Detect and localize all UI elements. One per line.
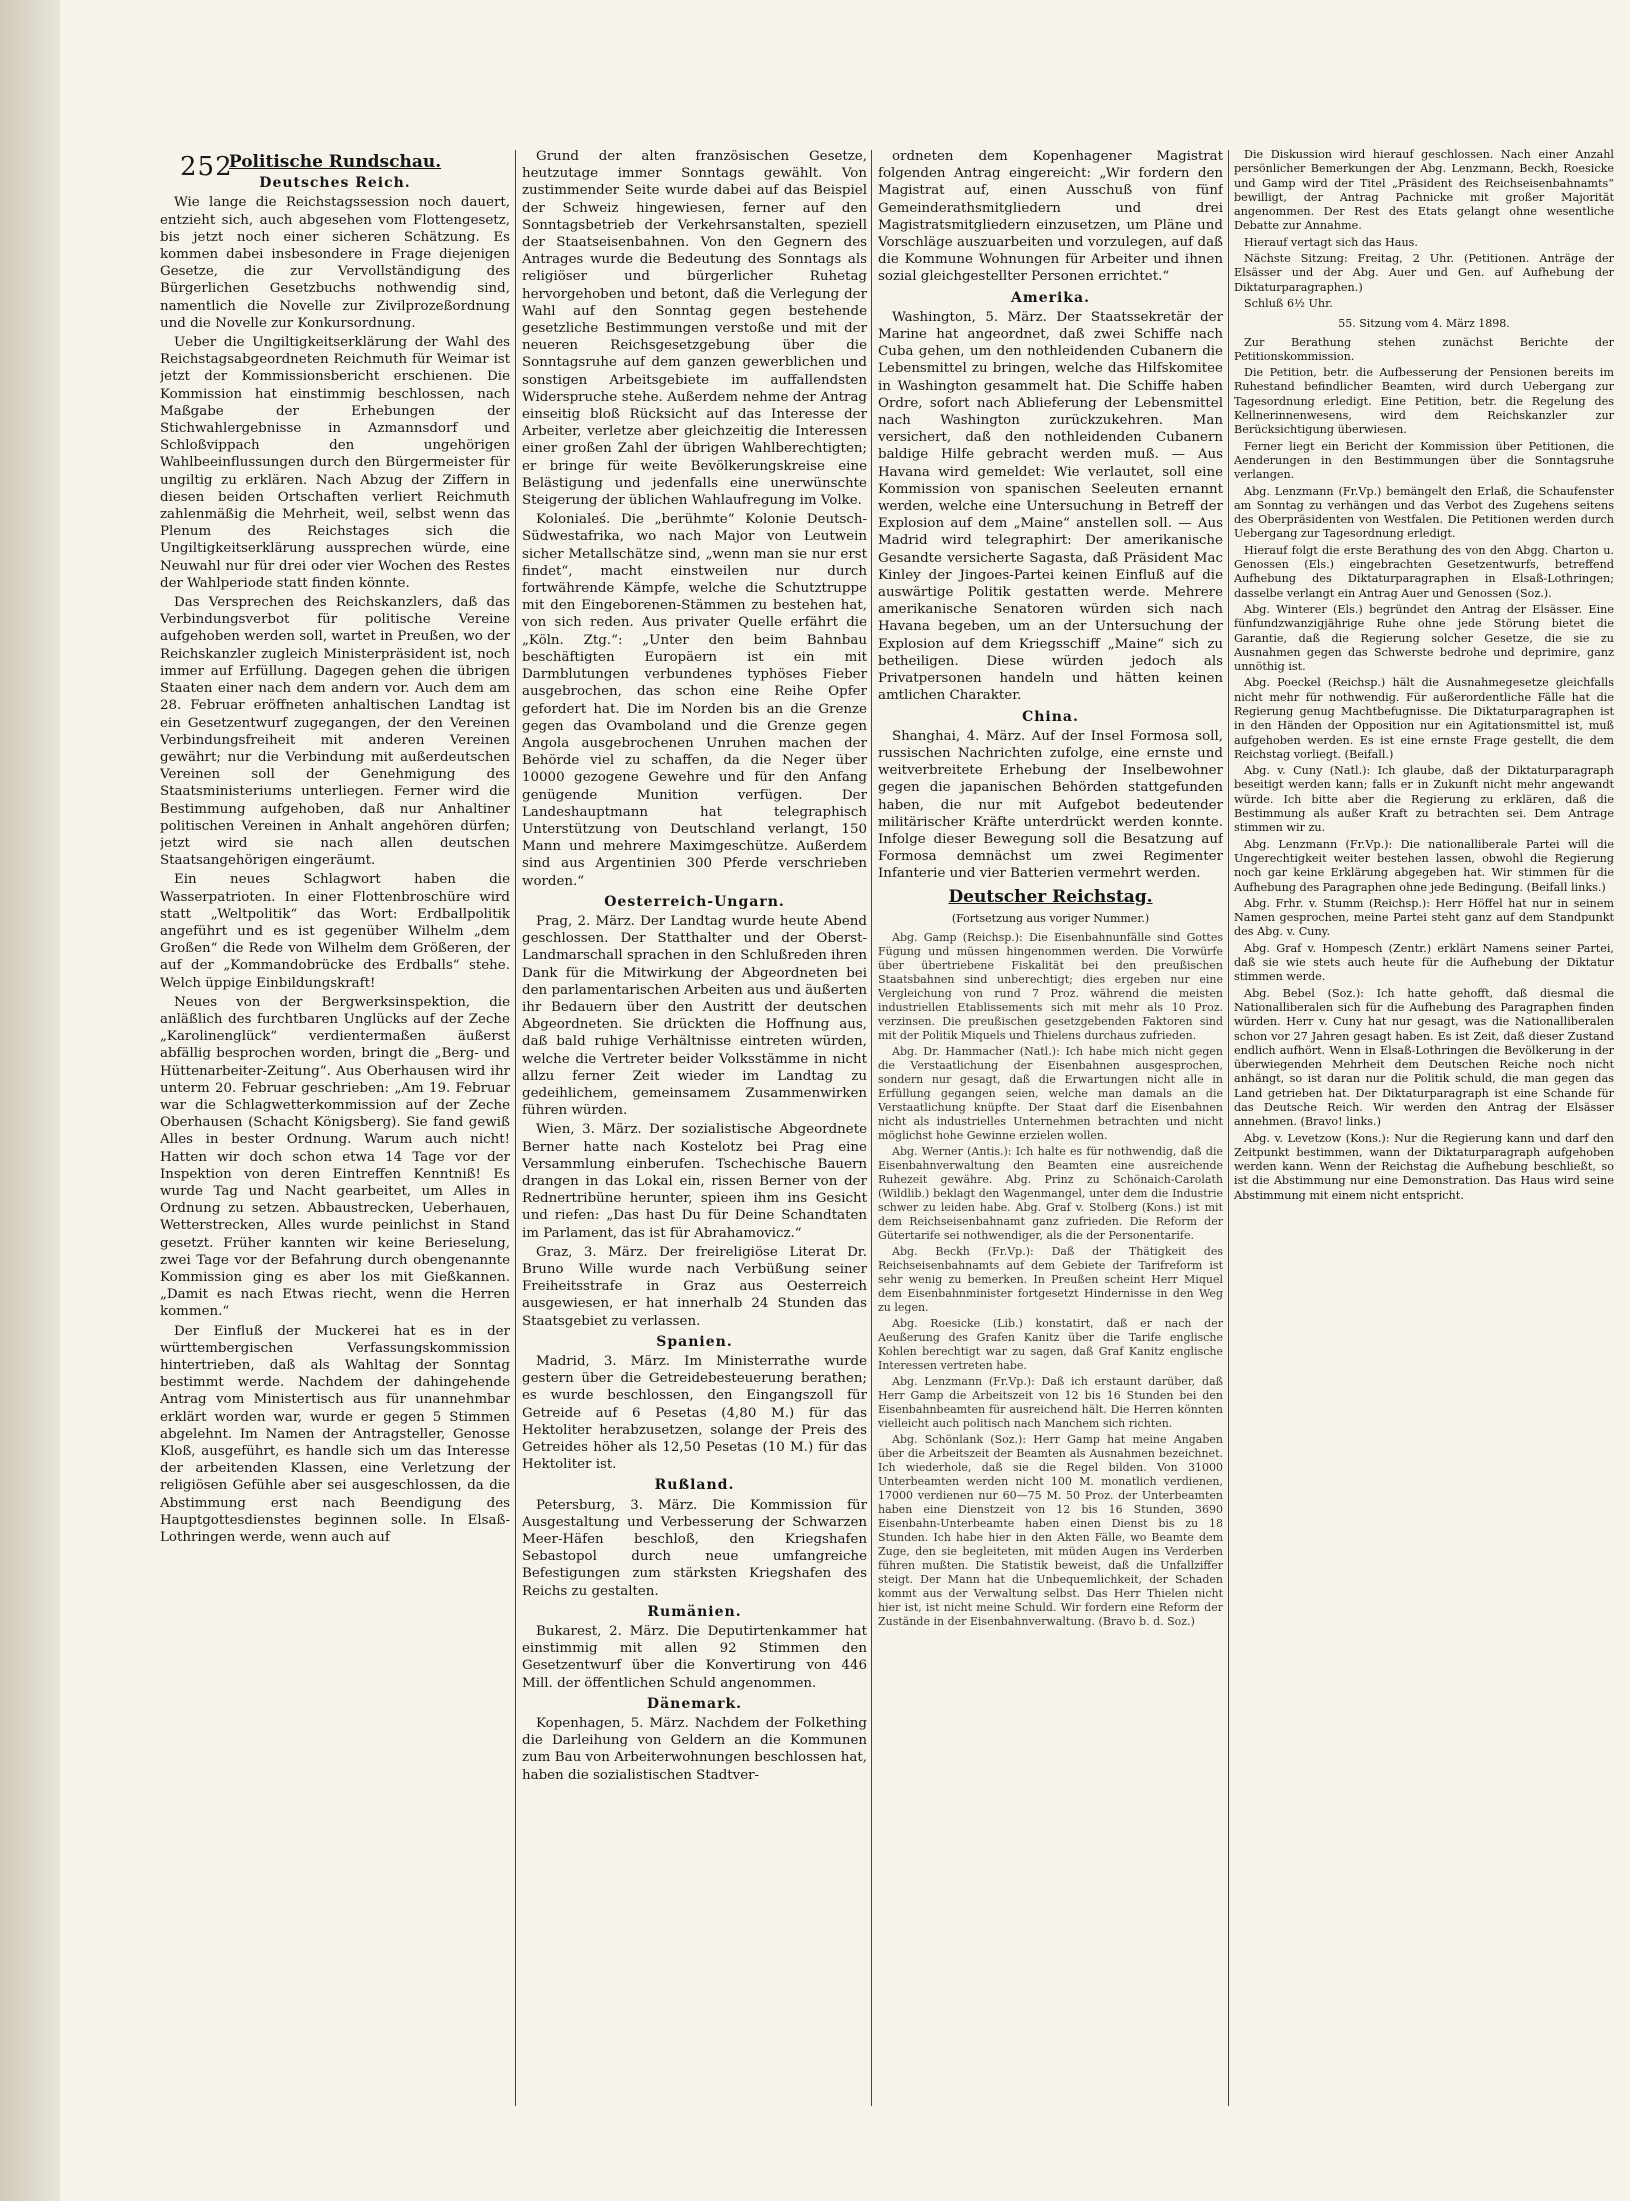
article-paragraph: Der Einfluß der Muckerei hat es in der württembergischen Verfassungskommission hintertrieben, daß als Wahltag der Sonntag bestimmt werde. Nachdem der dahingehende Antrag vom Ministertisch aus für unannehmbar erklärt worden war, wurde er gegen 5 Stimmen abgelehnt. Im Namen der Antragsteller, Genosse Kloß, ausgeführt, es handle sich um das Interesse der arbeitenden Klassen, eine Verletzung der religiösen Gefühle aber sei ausgeschlossen, da die Abstimmung erst nach Beendigung des Hauptgottesdienstes beginnen solle. In Elsaß-Lothringen werde, wenn auch auf: [160, 1323, 510, 1546]
article-paragraph: Abg. Roesicke (Lib.) konstatirt, daß er nach der Aeußerung des Grafen Kanitz über die Tarife englische Kohlen berechtigt war zu sagen, daß Graf Kanitz englische Interessen vertreten habe.: [878, 1316, 1223, 1372]
section-heading: Dänemark.: [646, 1695, 743, 1712]
article-paragraph: Ueber die Ungiltigkeitserklärung der Wahl des Reichstagsabgeordneten Reichmuth für Weimar ist jetzt der Kommissionsbericht erschienen. Die Kommission hat einstimmig beschlossen, nach Maßgabe der Erhebungen der Stichwahlergebnisse in Azmannsdorf und Schloßvippach den ungehörigen Wahlbeeinflussungen durch den Bürgermeister für ungiltig zu erklären. Nach Abzug der Ziffern in diesen beiden Ortschaften verliert Reichmuth zahlenmäßig die Mehrheit, weil, selbst wenn das Plenum des Reichstages sich die Ungiltigkeitserklärung aussprechen würde, eine Neuwahl nur für drei oder vier Wochen des Restes der Wahlperiode statt finden könnte.: [160, 335, 510, 591]
article-paragraph: Abg. v. Levetzow (Kons.): Nur die Regierung kann und darf den Zeitpunkt bestimmen, wann der Diktaturparagraph aufgehoben werden kann. Wenn der Reichstag die Aufhebung beschließt, so ist die Abstimmung nur eine Demonstration. Das Haus wird seine Abstimmung mit einem nicht entspricht.: [1234, 1131, 1614, 1202]
article-paragraph: Hierauf folgt die erste Berathung des von den Abgg. Charton u. Genossen (Els.) eingebrachten Gesetzentwurfs, betreffend Aufhebung des Diktaturparagraphen in Elsaß-Lothringen; dasselbe verlangt ein Antrag Auer und Genossen (Soz.).: [1234, 543, 1614, 600]
section-heading: Oesterreich-Ungarn.: [604, 893, 785, 910]
article-paragraph: Abg. Schönlank (Soz.): Herr Gamp hat meine Angaben über die Arbeitszeit der Beamten als Ausnahmen bezeichnet. Ich wiederhole, daß sie die Regel bilden. Von 31000 Unterbeamten werden nicht 100 M. monatlich verdienen, 17000 verdienen nur 60—75 M. 50 Proz. der Unterbeamten haben eine Dienstzeit von 12 bis 16 Stunden, 3690 Eisenbahn-Unterbeamte haben einen Dienst bis zu 18 Stunden. Ich habe hier in den Akten Fälle, wo Beamte dem Zuge, den sie begleiteten, mit müden Augen ins Verderben führen mußten. Die Statistik beweist, daß die Unfallziffer steigt. Der Mann hat die Unbequemlichkeit, der Schaden kommt aus der Verwaltung selbst. Das Herr Thielen nicht hier ist, ist nicht meine Schuld. Wir fordern eine Reform der Zustände in der Eisenbahnverwaltung. (Bravo b. d. Soz.): [878, 1432, 1223, 1628]
article-paragraph: Abg. Winterer (Els.) begründet den Antrag der Elsässer. Eine fünfundzwanzigjährige Ruhe ohne jede Störung bietet die Garantie, daß die Regierung solcher Gesetze, die sie zu Ausnahmen gegen das Schwerste bedrohe und deprimire, ganz unnöthig ist.: [1234, 602, 1614, 674]
article-paragraph: Abg. Lenzmann (Fr.Vp.): Die nationalliberale Partei will die Ungerechtigkeit weiter bestehen lassen, obwohl die Regierung noch gar keine Erklärung abgegeben hat. Wir stimmen für die Aufhebung des Paragraphen ohne jede Bedingung. (Beifall links.): [1234, 837, 1614, 894]
column-rule: [1228, 150, 1229, 2106]
article-paragraph: Abg. Werner (Antis.): Ich halte es für nothwendig, daß die Eisenbahnverwaltung den Beamten eine ausreichende Ruhezeit gewähre. Abg. Prinz zu Schönaich-Carolath (Wildlib.) beklagt den Wagenmangel, unter dem die Industrie schwer zu leiden habe. Abg. Graf v. Stolberg (Kons.) ist mit dem Reichseisenbahnamt ganz zufrieden. Die Reform der Gütertarife sei nothwendiger, als die der Personentarife.: [878, 1144, 1223, 1242]
article-paragraph: Abg. Poeckel (Reichsp.) hält die Ausnahmegesetze gleichfalls nicht mehr für nothwendig. Für außerordentliche Fälle hat die Regierung genug Machtbefugnisse. Die Diktaturparagraphen ist in den Händen der Opposition nur ein Agitationsmittel ist, muß aufgehoben werden. Es ist eine ernste Frage gestellt, die dem Reichstag vorliegt. (Beifall.): [1234, 676, 1614, 761]
article-paragraph: Kopenhagen, 5. März. Nachdem der Folkething die Darleihung von Geldern an die Kommunen zum Bau von Arbeiterwohnungen beschlossen hat, haben die sozialistischen Stadtver-: [522, 1716, 867, 1783]
article-paragraph: Washington, 5. März. Der Staatssekretär der Marine hat angeordnet, daß zwei Schiffe nach Cuba gehen, um den nothleidenden Cubanern die Lebensmittel zu bringen, welche das Hilfskomitee in Washington gesammelt hat. Die Schiffe haben Ordre, sofort nach Ablieferung der Lebensmittel nach Washington zurückzukehren. Man versichert, daß den nothleidenden Cubanern baldige Hilfe gebracht werden muß. — Aus Havana wird gemeldet: Wie verlautet, soll eine Kommission von spanischen Seeleuten ernannt werden, welche eine Untersuchung in Betreff der Explosion auf dem „Maine“ anstellen soll. — Aus Madrid wird telegraphirt: Der amerikanische Gesandte versicherte Sagasta, daß Präsident Mac Kinley der Jingoes-Partei keinen Einfluß auf die auswärtige Politik gestatten werde. Mehrere amerikanische Senatoren würden sich nach Havana begeben, um an der Untersuchung der Explosion auf dem Kriegsschiff „Maine“ sich zu betheiligen. Diese würden jedoch als Privatpersonen handeln und hätten keinen amtlichen Charakter.: [878, 309, 1223, 704]
article-paragraph: Abg. Bebel (Soz.): Ich hatte gehofft, daß diesmal die Nationalliberalen sich für die Aufhebung des Paragraphen finden würden. Herr v. Cuny hat nur gesagt, was die Nationalliberalen schon vor 27 Jahren gesagt haben. Es ist Zeit, daß dieser Zustand endlich aufhört. Wenn in Elsaß-Lothringen die Bevölkerung in der überwiegenden Mehrheit dem Deutschen Reiche noch nicht anhängt, so ist daran nur die Politik schuld, die man gegen das Land getrieben hat. Der Diktaturparagraph ist eine Schande für das Deutsche Reich. Wir werden den Antrag der Elsässer annehmen. (Bravo! links.): [1234, 986, 1614, 1129]
article-paragraph: Abg. Graf v. Hompesch (Zentr.) erklärt Namens seiner Partei, daß sie wie stets auch heute für die Aufhebung der Diktatur stimmen werde.: [1234, 941, 1614, 984]
article-paragraph: Die Petition, betr. die Aufbesserung der Pensionen bereits im Ruhestand befindlicher Beamten, wird durch Uebergang zur Tagesordnung erledigt. Eine Petition, betr. die Regelung des Kellnerinnenwesens, wird dem Reichskanzler zur Berücksichtigung überwiesen.: [1234, 366, 1614, 437]
article-paragraph: Das Versprechen des Reichskanzlers, daß das Verbindungsverbot für politische Vereine aufgehoben werden soll, wartet in Preußen, wo der Reichskanzler zugleich Ministerpräsident ist, noch immer auf Erfüllung. Dagegen gehen die übrigen Staaten einer nach dem andern vor. Auch dem am 28. Februar eröffneten anhaltischen Landtag ist ein Gesetzentwurf zugegangen, der den Vereinen Verbindungsfreiheit mit anderen Vereinen gewährt; nur die Verbindung mit außerdeutschen Vereinen soll der Genehmigung des Staatsministeriums unterliegen. Ferner wird die Bestimmung aufgehoben, daß nur Anhaltiner politischen Vereinen in Anhalt angehören dürfen; jetzt wird sie nach allen deutschen Staatsangehörigen eingeräumt.: [160, 595, 510, 869]
article-paragraph: Abg. Lenzmann (Fr.Vp.): Daß ich erstaunt darüber, daß Herr Gamp die Arbeitszeit von 12 bis 16 Stunden bei den Eisenbahnbeamten für ausreichend hält. Die Herren könnten vielleicht auch politisch nach Manchem sich richten.: [878, 1374, 1223, 1430]
column-3: [878, 148, 1223, 2121]
section-heading: Spanien.: [656, 1333, 733, 1350]
article-paragraph: Grund der alten französischen Gesetze, heutzutage immer Sonntags gewählt. Von zustimmender Seite wurde dabei auf das Beispiel der Schweiz hingewiesen, ferner auf den Sonntagsbetrieb der Verkehrsanstalten, speziell der Staatseisenbahnen. Von den Gegnern des Antrages wurde die Bedeutung des Sonntags als religiöser und bürgerlicher Ruhetag hervorgehoben und betont, daß die Verlegung der Wahl auf den Sonntag gegen bestehende gesetzliche Bestimmungen verstoße und mit der neueren Reichsgesetzgebung über die Sonntagsruhe auf dem ganzen gewerblichen und sonstigen Arbeitsgebiete im auffallendsten Widerspruche stehe. Außerdem nehme der Antrag einseitig bloß Rücksicht auf das Interesse der Arbeiter, verletze aber gleichzeitig die Interessen einer großen Zahl der übrigen Wahlberechtigten; er bringe für weite Bevölkerungskreise eine Belästigung und jedenfalls eine unerwünschte Steigerung der üblichen Wahlaufregung im Volke.: [522, 149, 867, 509]
article-paragraph: Neues von der Bergwerksinspektion, die anläßlich des furchtbaren Unglücks auf der Zeche „Karolinenglück“ verdientermaßen äußerst abfällig besprochen worden, bringt die „Berg- und Hüttenarbeiter-Zeitung“. Aus Oberhausen wird ihr unterm 20. Februar geschrieben: „Am 19. Februar war die Schlagwetterkommission auf der Zeche Oberhausen (Schacht Königsberg). Sie fand gewiß Alles in bester Ordnung. Warum auch nicht! Hatten wir doch schon etwa 14 Tage vor der Inspektion von deren Eintreffen Kenntniß! Es wurde Tag und Nacht gearbeitet, um Alles in Ordnung zu setzen. Abbaustrecken, Ueberhauen, Wetterstrecken, Alles wurde peinlichst in Stand gesetzt. Früher kannten wir keine Berieselung, zwei Tage vor der Befahrung durch obengenannte Kommission ging es aber los mit Gießkannen. „Damit es nach Etwas riecht, wenn die Herren kommen.“: [160, 994, 510, 1320]
column-2: [522, 148, 867, 2121]
column-rule: [515, 150, 516, 2106]
article-paragraph: Wien, 3. März. Der sozialistische Abgeordnete Berner hatte nach Kostelotz bei Prag eine Versammlung einberufen. Tschechische Bauern drangen in das Lokal ein, rissen Berner von der Rednertribüne herunter, spieen ihm ins Gesicht und riefen: „Das hast Du für Deine Schandtaten im Parlament, das ist für Abrahamovicz.“: [522, 1122, 867, 1241]
article-paragraph: ordneten dem Kopenhagener Magistrat folgenden Antrag eingereicht: „Wir fordern den Magistrat auf, einen Ausschuß von fünf Gemeinderathsmitgliedern und drei Magistratsmitgliedern einzusetzen, um Pläne und Vorschläge auszuarbeiten und vorzulegen, auf daß die Kommune Wohnungen für Arbeiter und ihnen sozial gleichgestellter Personen errichtet.“: [878, 149, 1223, 285]
article-paragraph: Hierauf vertagt sich das Haus.: [1244, 235, 1418, 249]
article-paragraph: Schluß 6¹⁄₂ Uhr.: [1244, 296, 1333, 310]
article-paragraph: Abg. Frhr. v. Stumm (Reichsp.): Herr Höffel hat nur in seinem Namen gesprochen, meine Partei steht ganz auf dem Standpunkt des Abg. v. Cuny.: [1234, 896, 1614, 939]
article-paragraph: Abg. Beckh (Fr.Vp.): Daß der Thätigkeit des Reichseisenbahnamts auf dem Gebiete der Tarifreform ist sehr wenig zu bemerken. In Preußen scheint Herr Miquel dem Eisenbahnminister fortgesetzt Hindernisse in den Weg zu legen.: [878, 1244, 1223, 1314]
session-dateline: 55. Sitzung vom 4. März 1898.: [1338, 317, 1510, 331]
article-paragraph: Ein neues Schlagwort haben die Wasserpatrioten. In einer Flottenbroschüre wird statt „Weltpolitik“ das Wort: Erdballpolitik angeführt und es ist gegenüber Wilhelm „dem Großen“ die Rede von Wilhelm dem Größeren, der auf der „Kommandobrücke des Erdballs“ stehe. Welch üppige Einbildungskraft!: [160, 872, 510, 991]
section-heading-reichstag: Deutscher Reichstag.: [948, 886, 1153, 907]
continuation-note: (Fortsetzung aus voriger Nummer.): [951, 911, 1150, 925]
section-heading: China.: [1022, 708, 1079, 725]
book-binding: [0, 0, 60, 2201]
article-paragraph: Abg. Dr. Hammacher (Natl.): Ich habe mich nicht gegen die Verstaatlichung der Eisenbahnen ausgesprochen, sondern nur gesagt, daß die Erwartungen nicht alle in Erfüllung gegangen seien, welche man damals an die Verstaatlichung knüpfte. Der Staat darf die Eisenbahnen nicht als industrielles Unternehmen betrachten und nicht möglichst hohe Gewinne erzielen wollen.: [878, 1044, 1223, 1142]
page-title: Politische Rundschau.: [228, 152, 442, 172]
article-paragraph: Petersburg, 3. März. Die Kommission für Ausgestaltung und Verbesserung der Schwarzen Meer-Häfen beschloß, den Kriegshafen Sebastopol durch neue umfangreiche Befestigungen zum stärksten Kriegshafen des Reichs zu gestalten.: [522, 1497, 867, 1599]
article-paragraph: Wie lange die Reichstagssession noch dauert, entzieht sich, auch abgesehen vom Flottengesetz, bis jetzt noch einer sicheren Schätzung. Es kommen dabei insbesondere in Frage diejenigen Gesetze, die zur Vervollständigung des Bürgerlichen Gesetzbuchs nothwendig sind, namentlich die Novelle zur Zivilprozeßordnung und die Novelle zur Konkursordnung.: [160, 195, 510, 331]
article-paragraph: Bukarest, 2. März. Die Deputirtenkammer hat einstimmig mit allen 92 Stimmen den Gesetzentwurf über die Konvertirung von 446 Mill. der öffentlichen Schuld angenommen.: [522, 1624, 867, 1691]
section-heading: Deutsches Reich.: [259, 175, 411, 192]
column-4: [1234, 148, 1614, 2121]
article-paragraph: Prag, 2. März. Der Landtag wurde heute Abend geschlossen. Der Statthalter und der Oberst-Landmarschall sprachen in den Schlußreden ihren Dank für die Mitwirkung der Abgeordneten bei den parlamentarischen Arbeiten aus und äußerten ihr Bedauern über den Austritt der deutschen Abgeordneten. Sie drückten die Hoffnung aus, daß bald ruhige Verhältnisse eintreten würden, welche die Vertreter beider Volksstämme in nicht allzu ferner Zeit wieder im Landtag zu gedeihlichem, gemeinsamem Zusammenwirken führen würden.: [522, 913, 867, 1119]
article-paragraph: Abg. v. Cuny (Natl.): Ich glaube, daß der Diktaturparagraph beseitigt werden kann; falls er in Zukunft nicht mehr angewandt würde. Ich bitte aber die Regierung zu erklären, daß die Bestimmung als außer Kraft zu betrachten sei. Dem Antrage stimmen wir zu.: [1234, 764, 1614, 835]
article-paragraph: Zur Berathung stehen zunächst Berichte der Petitionskommission.: [1234, 335, 1614, 363]
article-paragraph: Ferner liegt ein Bericht der Kommission über Petitionen, die Aenderungen in den Bestimmungen über die Sonntagsruhe verlangen.: [1234, 439, 1614, 482]
article-paragraph: Graz, 3. März. Der freireligiöse Literat Dr. Bruno Wille wurde nach Verbüßung seiner Freiheitsstrafe in Graz aus Oesterreich ausgewiesen, er hat innerhalb 24 Stunden das Staatsgebiet zu verlassen.: [522, 1244, 867, 1329]
column-1: [160, 148, 510, 2121]
article-paragraph: Abg. Gamp (Reichsp.): Die Eisenbahnunfälle sind Gottes Fügung und müssen hingenommen werden. Die Vorwürfe über übertriebene Fiskalität bei den preußischen Staatsbahnen sind unberechtigt; dies ergeben nur eine Vergleichung von rund 7 Proz. während die meisten industriellen Etablissements sich mit mehr als 10 Proz. verzinsen. Die preußischen gesetzgebenden Faktoren sind mit der Politik Miquels und Thielens durchaus zufrieden.: [878, 930, 1223, 1042]
page-number: 252: [180, 152, 233, 182]
column-rule: [871, 150, 872, 2106]
article-paragraph: Shanghai, 4. März. Auf der Insel Formosa soll, russischen Nachrichten zufolge, eine ernste und weitverbreitete Erhebung der Inselbewohner gegen die japanischen Behörden stattgefunden haben, die nur mit Aufgebot bedeutender militärischer Kräfte unterdrückt werden konnte. Infolge dieser Bewegung soll die Besatzung auf Formosa demnächst um zwei Regimenter Infanterie und vier Batterien vermehrt werden.: [878, 728, 1223, 882]
article-paragraph: Madrid, 3. März. Im Ministerrathe wurde gestern über die Getreidebesteuerung berathen; es wurde beschlossen, den Eingangszoll für Getreide auf 6 Pesetas (4,80 M.) für das Hektoliter herabzusetzen, solange der Preis des Getreides höher als 12,50 Pesetas (10 M.) für das Hektoliter ist.: [522, 1354, 867, 1473]
article-paragraph: Die Diskussion wird hierauf geschlossen. Nach einer Anzahl persönlicher Bemerkungen der Abg. Lenzmann, Beckh, Roesicke und Gamp wird der Titel „Präsident des Reichseisenbahnamts“ bewilligt, der Antrag Pachnicke mit großer Majorität angenommen. Der Rest des Etats gelangt ohne wesentliche Debatte zur Annahme.: [1234, 148, 1614, 233]
article-paragraph: Kolonialeś. Die „berühmte“ Kolonie Deutsch-Südwestafrika, wo nach Major von Leutwein sicher Metallschätze sind, „wenn man sie nur erst findet“, macht einstweilen nur durch fortwährende Kämpfe, welche die Schutztruppe mit den Eingeborenen-Stämmen zu bestehen hat, von sich reden. Aus privater Quelle erfährt die „Köln. Ztg.“: „Unter den beim Bahnbau beschäftigten Europäern ist ein mit Darmblutungen verbundenes typhöses Fieber ausgebrochen, das schon eine Reihe Opfer gefordert hat. Die im Norden bis an die Grenze gegen das Ovamboland und die Grenze gegen Angola ausgebrochenen Unruhen machen der Behörde viel zu schaffen, da die Neger über 10000 gezogene Gewehre und für den Anfang genügende Munition verfügen. Der Landeshauptmann hat telegraphisch Unterstützung von Deutschland verlangt, 150 Mann und mehrere Maximgeschütze. Außerdem sind aus Argentinien 300 Pferde verschrieben worden.“: [522, 512, 867, 889]
article-paragraph: Nächste Sitzung: Freitag, 2 Uhr. (Petitionen. Anträge der Elsässer und der Abg. Auer und Gen. auf Aufhebung der Diktaturparagraphen.): [1234, 252, 1614, 294]
section-heading: Amerika.: [1011, 289, 1090, 306]
section-heading: Rußland.: [654, 1477, 735, 1494]
article-paragraph: Abg. Lenzmann (Fr.Vp.) bemängelt den Erlaß, die Schaufenster am Sonntag zu verhängen und das Verbot des Zugehens seitens des Oberpräsidenten von Westfalen. Die Petitionen werden durch Uebergang zur Tagesordnung erledigt.: [1234, 484, 1614, 541]
section-heading: Rumänien.: [647, 1603, 742, 1620]
